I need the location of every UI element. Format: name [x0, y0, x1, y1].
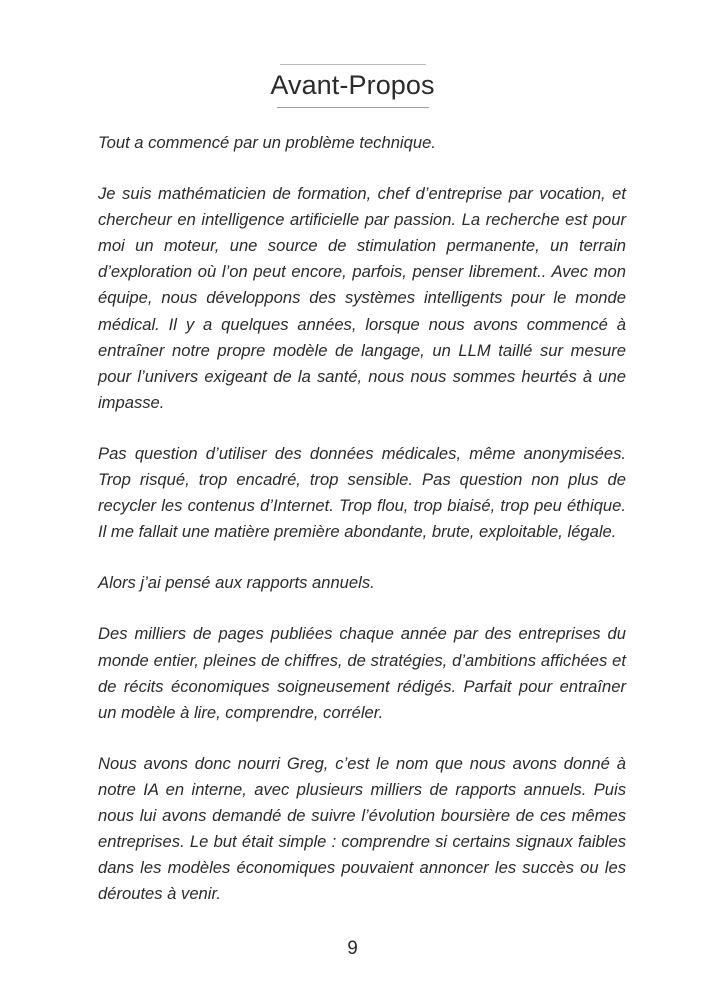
- paragraph: Nous avons donc nourri Greg, c’est le nom que nous avons donné à notre IA en interne, avec plusieurs milliers de rapports annuels. Puis nous lui avons demandé de suivre l’évolution boursière de ces mêmes entreprises. Le but était simple : comprendre si certains signaux faibles dans les modèles économiques pouvaient annoncer les succès ou les déroutes à venir.: [98, 753, 626, 904]
- paragraph: Pas question d’utiliser des données médicales, même anonymisées. Trop risqué, trop encadré, trop sensible. Pas question non plus de recycler les contenus d’Internet. Trop flou, trop biaisé, trop peu éthique. Il me fallait une matière première abondante, brute, exploitable, légale.: [98, 443, 626, 542]
- paragraph: Des milliers de pages publiées chaque année par des entreprises du monde entier, pleines de chiffres, de stratégies, d’ambitions affichées et de récits économiques soigneusement rédigés. Parfait pour entraîner un modèle à lire, comprendre, corréler.: [98, 624, 626, 722]
- paragraph: Alors j’ai pensé aux rapports annuels.: [98, 573, 375, 593]
- heading-rule-top: [280, 64, 426, 65]
- body-text-column: [98, 130, 626, 907]
- paragraph: Tout a commencé par un problème technique.: [98, 133, 436, 152]
- paragraph: Je suis mathématicien de formation, chef d’entreprise par vocation, et chercheur en intelligence artificielle par passion. La recherche est pour moi un moteur, une source de stimulation permanente, un terrain d’exploration où l’on peut encore, parfois, penser librement.. Avec mon équipe, nous développons des systèmes intelligents pour le monde médical. Il y a quelques années, lorsque nous avons commencé à entraîner notre propre modèle de langage, un LLM taillé sur mesure pour l’univers exigeant de la santé, nous nous sommes heurtés à une impasse.: [98, 184, 626, 412]
- page-number: 9: [347, 938, 358, 959]
- page-title: Avant-Propos: [270, 70, 435, 100]
- chapter-heading: [0, 64, 705, 108]
- heading-rule-bottom: [277, 107, 429, 108]
